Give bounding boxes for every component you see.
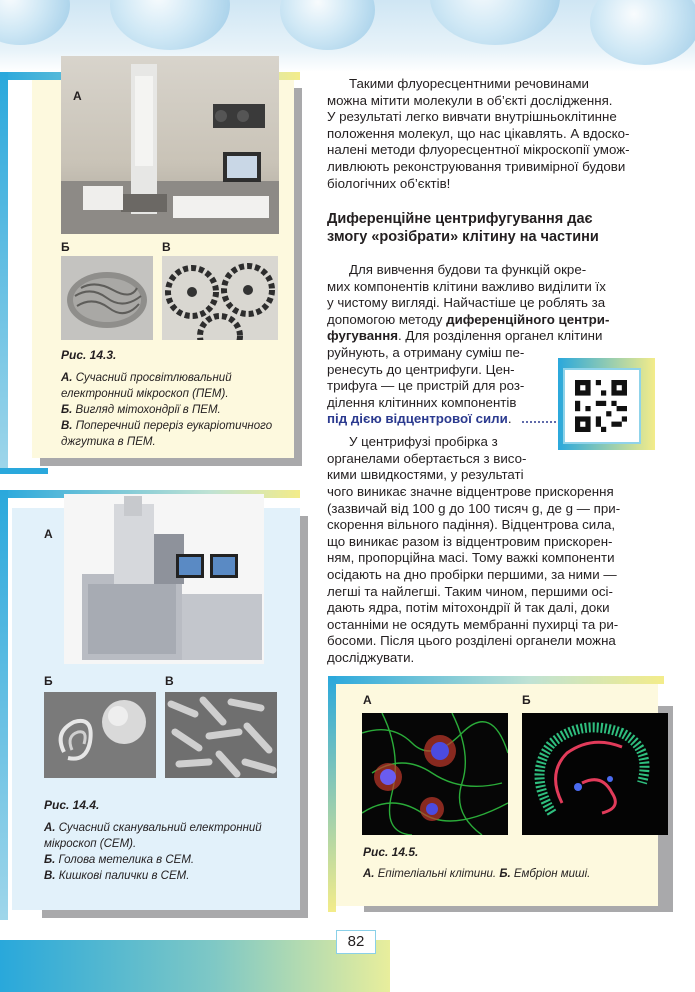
section-heading: Диференційне центрифугування дає змогу «розібрати» клітину на частини (327, 211, 599, 245)
centrifugation-paragraph: Для вивчення будови та функцій окре- мих компонентів клітини важливо виділити їх у чистому вигляді. Найчастіше це роблять за допомогою методу диференційного центри- фугування. Для розділення органел клітини (327, 262, 610, 344)
fig-14-4-label-a: А (44, 527, 53, 541)
centrifuge-process-paragraph-cont: чого виникає значне відцентрове прискорення (зазвичай від 100 g до 100 тисяч g, де g — при- скорення вільного падіння). Відцентрова сила, що виникає разом із відцентровим прискорен- ням, пропорційна масі. Тому важкі компоненти осідають на дно пробірки першими, за ними — легші та найлегші. Таким чином, першими осі- дають ядра, потім мітохондрії й так далі, доки останніми не осядуть мембранні пухирці та ри- босоми. Після цього розділені органели можна досліджувати. (327, 484, 621, 665)
fig-14-5-label-a: А (363, 693, 372, 707)
qr-code-box[interactable] (558, 358, 655, 450)
fig-14-4-label-c: В (165, 674, 174, 688)
e-coli-sem-photo (165, 692, 277, 778)
intro-paragraph: Такими флуоресцентними речовинами можна мітити молекули в об’єкті дослідження. У результаті легко вивчати внутрішньоклітинне положення молекул, що нас цікавлять. А вдоско- налені методи флуоресцентної мікроскопії умож- ливлюють реконструювання тривимірної будови біологічних об’єктів! (327, 76, 630, 191)
fig-14-5-caption: А. Епітеліальні клітини. Б. Ембріон миші. (363, 868, 591, 880)
cell-image-decoration (430, 0, 560, 45)
cell-image-decoration (110, 0, 230, 50)
fig-14-4-caption: А. Сучасний сканувальний електронний мікроскоп (СЕМ). Б. Голова метелика в СЕМ. В. Кишкові палички в СЕМ. (44, 822, 262, 882)
mitochondrion-tem-photo (61, 256, 153, 340)
fig-14-5-label-b: Б (522, 693, 531, 707)
mouse-embryo-photo (522, 713, 668, 835)
centrifuge-process-paragraph: У центрифузі пробірка з органелами обертається з висо- кими швидкостями, у результаті (327, 434, 527, 483)
epithelial-cells-photo (362, 713, 508, 835)
butterfly-head-sem-photo (44, 692, 156, 778)
sem-microscope-photo (64, 494, 264, 664)
fig-14-5-title: Рис. 14.5. (363, 845, 419, 859)
fig-14-3-label-b: Б (61, 240, 70, 254)
centrifuge-definition: руйнують, а отриману суміш пе- ренесуть до центрифуги. Цен- трифуга — це пристрій для роз- ділення клітинних компонентів під дією відцентрової сили. (327, 345, 525, 427)
centrifugal-force-link[interactable]: під дією відцентрової сили (327, 411, 508, 427)
fig-14-3-caption: А. Сучасний просвітлювальний електронний мікроскоп (ПЕМ). Б. Вигляд мітохондрії в ПЕМ. В. Поперечний переріз еукаріотичного джгутика в ПЕМ. (61, 372, 273, 448)
tem-microscope-photo (61, 56, 279, 234)
fig-14-3-label-c: В (162, 240, 171, 254)
fig-14-3-label-a: А (73, 89, 82, 103)
cell-image-decoration (0, 0, 70, 45)
flagellum-cross-section-photo (162, 256, 278, 340)
page-number: 82 (336, 930, 376, 954)
fig-14-4-title: Рис. 14.4. (44, 798, 100, 812)
term-differential-centrifugation: диференційного центри- (446, 311, 610, 327)
fig-14-4-label-b: Б (44, 674, 53, 688)
cell-image-decoration (280, 0, 375, 50)
qr-code[interactable] (574, 380, 628, 432)
fig-14-3-title: Рис. 14.3. (61, 348, 117, 362)
footer-decoration (0, 940, 390, 992)
cell-image-decoration (590, 0, 695, 65)
